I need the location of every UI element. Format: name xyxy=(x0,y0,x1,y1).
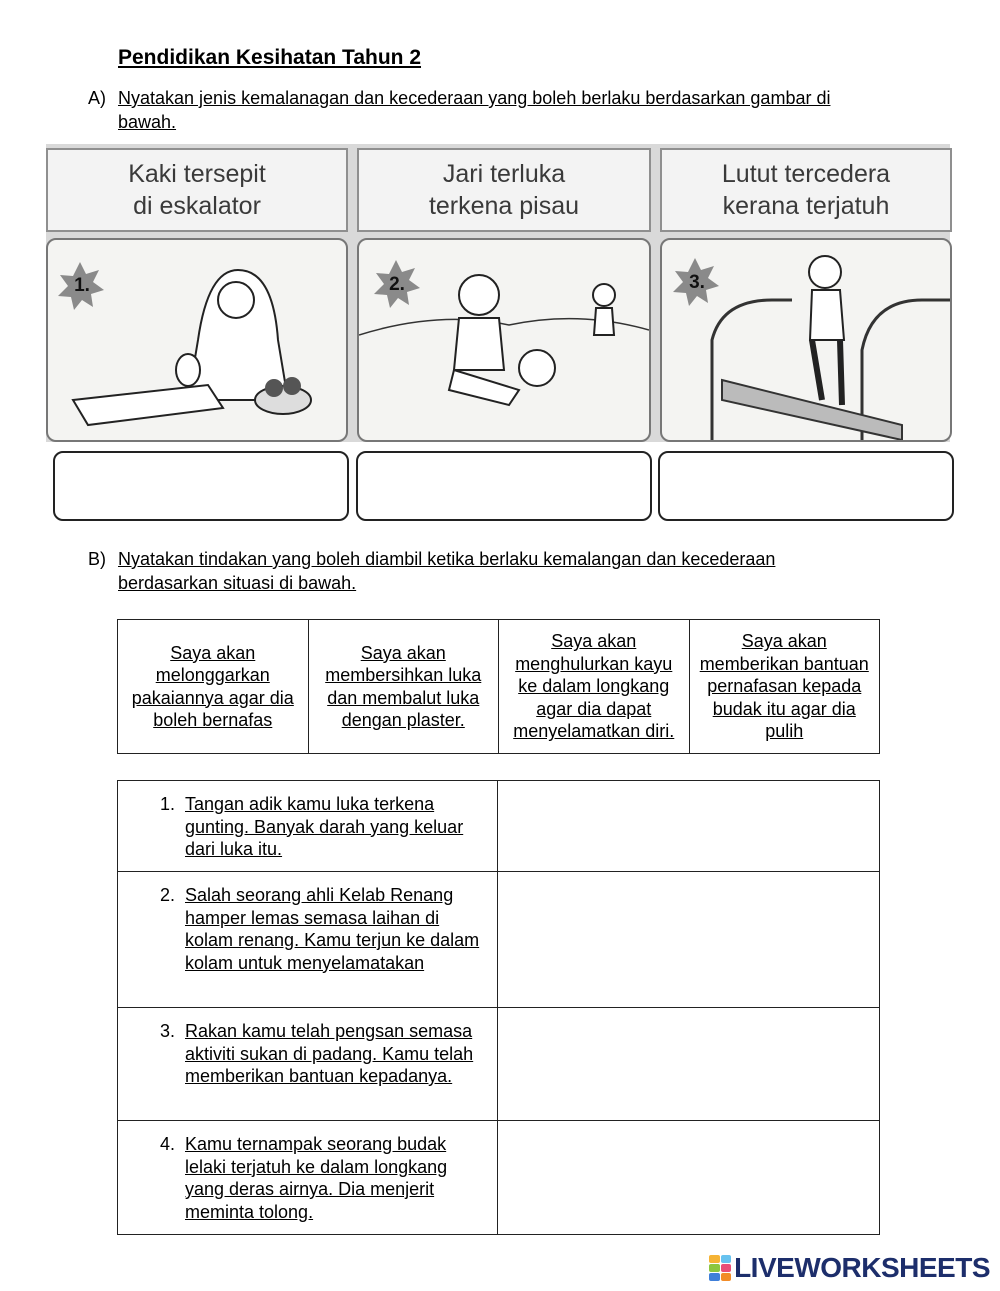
caption-3[interactable]: Lutut tercedera kerana terjatuh xyxy=(660,148,952,232)
answer-drop-cell-1[interactable] xyxy=(497,781,879,872)
caption-1[interactable]: Kaki tersepit di eskalator xyxy=(46,148,348,232)
picture-panel-3 xyxy=(660,238,952,442)
picture-panel-2 xyxy=(357,238,651,442)
option-2[interactable]: Saya akan membersihkan luka dan membalut luka dengan plaster. xyxy=(308,620,499,754)
answer-drop-cell-2[interactable] xyxy=(497,872,879,1008)
scenario-number: 4. xyxy=(159,1134,175,1154)
scenario-number: 1. xyxy=(159,794,175,814)
option-3[interactable]: Saya akan menghulurkan kayu ke dalam longkang agar dia dapat menyelamatkan diri. xyxy=(499,620,690,754)
scenario-table xyxy=(117,780,880,1235)
scenario-cell xyxy=(118,781,498,872)
page-title: Pendidikan Kesihatan Tahun 2 xyxy=(118,46,422,69)
table-row xyxy=(118,1121,880,1235)
section-a-instruction: Nyatakan jenis kemalanagan dan kecederaan yang boleh berlaku berdasarkan gambar di bawah. xyxy=(118,88,831,132)
scenario-number: 2. xyxy=(159,885,175,905)
table-row xyxy=(118,872,880,1008)
scenario-cell xyxy=(118,872,498,1008)
picture-strip xyxy=(46,144,950,442)
table-row xyxy=(118,781,880,872)
caption-2[interactable]: Jari terluka terkena pisau xyxy=(357,148,651,232)
option-1[interactable]: Saya akan melonggarkan pakaiannya agar dia boleh bernafas xyxy=(118,620,309,754)
option-4[interactable]: Saya akan memberikan bantuan pernafasan kepada budak itu agar dia pulih xyxy=(689,620,880,754)
scenario-number: 3. xyxy=(159,1021,175,1041)
panel-number-3: 3. xyxy=(689,272,705,293)
options-table xyxy=(117,619,880,754)
scenario-cell xyxy=(118,1008,498,1121)
liveworksheets-logo-icon xyxy=(709,1255,731,1281)
knee-injury-illustration xyxy=(359,240,649,440)
escalator-illustration xyxy=(662,240,950,440)
section-b-label: B) xyxy=(88,549,106,569)
answer-box-3[interactable] xyxy=(658,451,954,521)
section-a-label: A) xyxy=(88,88,106,108)
scenario-text: Salah seorang ahli Kelab Renang hamper lemas semasa laihan di kolam renang. Kamu terjun ke dalam kolam untuk menyelamatakan xyxy=(185,885,480,973)
scenario-text: Kamu ternampak seorang budak lelaki terjatuh ke dalam longkang yang deras airnya. Dia menjerit meminta tolong. xyxy=(185,1134,448,1222)
answer-drop-cell-4[interactable] xyxy=(497,1121,879,1235)
answer-box-1[interactable] xyxy=(53,451,349,521)
scenario-text: Tangan adik kamu luka terkena gunting. Banyak darah yang keluar dari luka itu. xyxy=(185,794,464,859)
section-b-instruction: Nyatakan tindakan yang boleh diambil ketika berlaku kemalangan dan kecederaan berdasarkan situasi di bawah. xyxy=(118,549,776,593)
brand-name: LIVEWORKSHEETS xyxy=(734,1252,990,1283)
knife-cut-illustration xyxy=(48,240,346,440)
table-row xyxy=(118,1008,880,1121)
panel-number-2: 2. xyxy=(389,274,405,295)
picture-panel-1 xyxy=(46,238,348,442)
panel-number-1: 1. xyxy=(74,275,90,296)
scenario-text: Rakan kamu telah pengsan semasa aktiviti sukan di padang. Kamu telah memberikan bantuan kepadanya. xyxy=(185,1021,474,1086)
scenario-cell xyxy=(118,1121,498,1235)
answer-drop-cell-3[interactable] xyxy=(497,1008,879,1121)
answer-box-2[interactable] xyxy=(356,451,652,521)
liveworksheets-brand xyxy=(709,1252,990,1284)
